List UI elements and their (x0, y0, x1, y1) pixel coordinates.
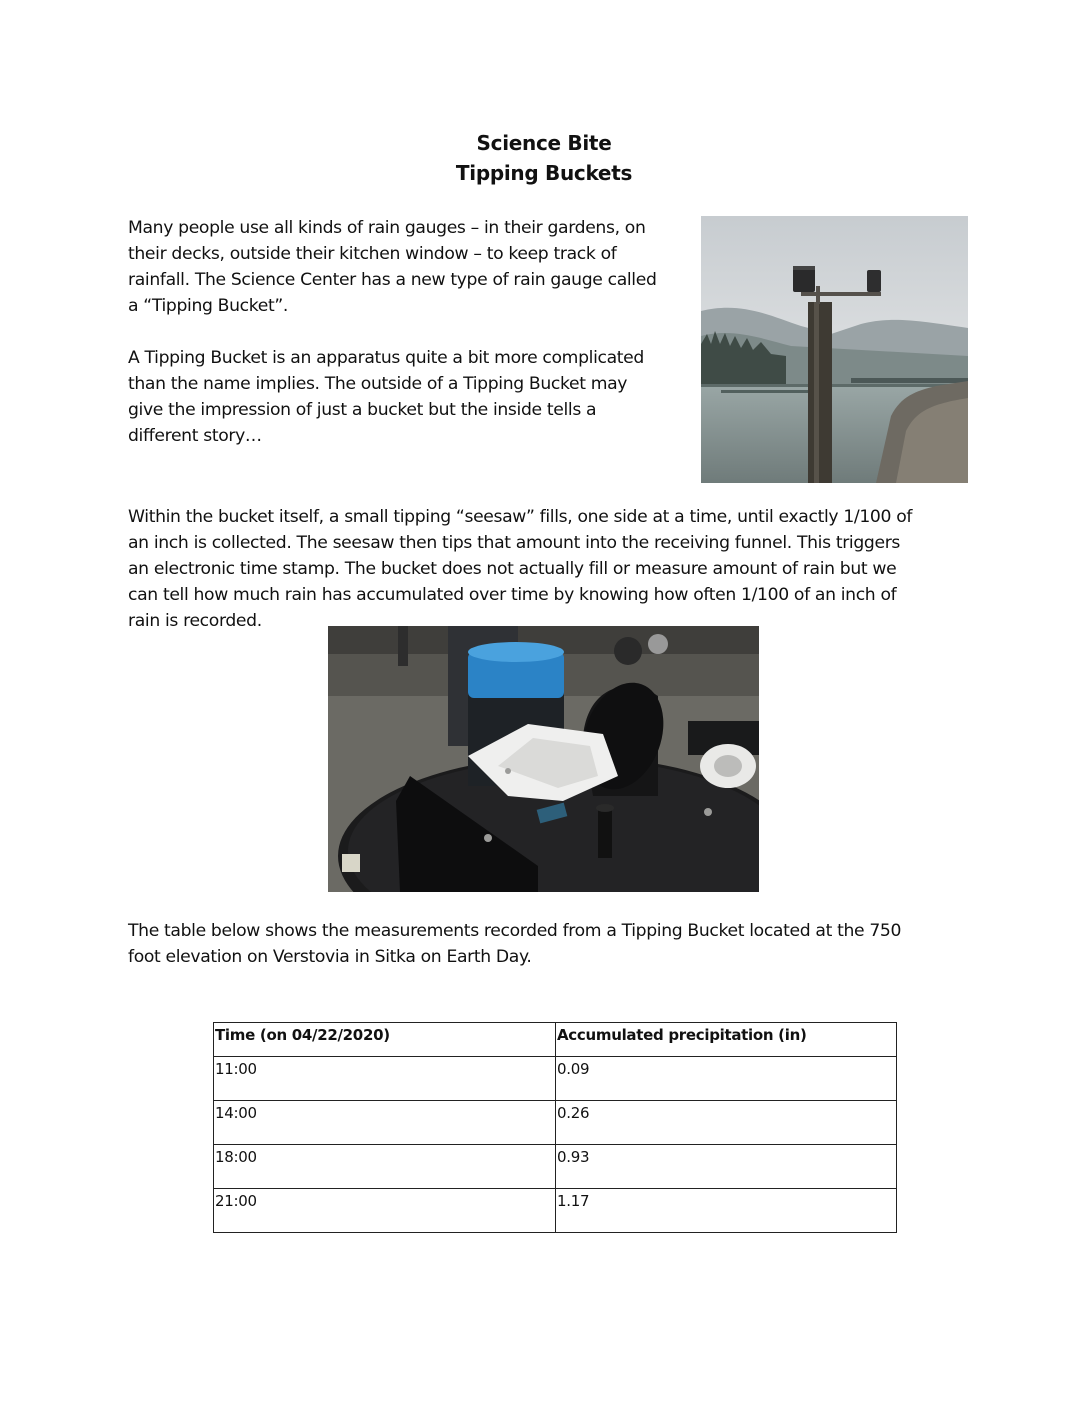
precipitation-cell: 0.93 (556, 1145, 897, 1189)
text-line: an inch is collected. The seesaw then tips that amount into the receiving funnel. This triggers (128, 533, 901, 553)
text-line: give the impression of just a bucket but the inside tells a (128, 400, 597, 420)
text-line: their decks, outside their kitchen window – to keep track of (128, 244, 617, 264)
intro-paragraph (128, 215, 657, 319)
table-intro-paragraph (128, 918, 901, 970)
tipping-bucket-photo (328, 626, 759, 892)
mechanism-paragraph (128, 504, 912, 634)
text-line: can tell how much rain has accumulated over time by knowing how often 1/100 of an inch of (128, 585, 897, 605)
table-row (214, 1101, 897, 1145)
precipitation-column-header: Accumulated precipitation (in) (556, 1023, 897, 1057)
text-line: Many people use all kinds of rain gauges – in their gardens, on (128, 218, 646, 238)
text-line: a “Tipping Bucket”. (128, 296, 289, 316)
text-line: different story… (128, 426, 262, 446)
document-subtitle: Tipping Buckets (455, 161, 633, 185)
text-line: Within the bucket itself, a small tipping “seesaw” fills, one side at a time, until exactly 1/100 of (128, 507, 913, 527)
time-cell: 14:00 (214, 1101, 556, 1145)
text-line: foot elevation on Verstovia in Sitka on Earth Day. (128, 947, 532, 967)
text-line: rain is recorded. (128, 611, 262, 631)
precipitation-cell: 0.09 (556, 1057, 897, 1101)
text-line: The table below shows the measurements recorded from a Tipping Bucket located at the 750 (128, 921, 902, 941)
table-row (214, 1057, 897, 1101)
rain-gauge-illustration (701, 216, 968, 483)
text-line: an electronic time stamp. The bucket does not actually fill or measure amount of rain but we (128, 559, 897, 579)
time-cell: 18:00 (214, 1145, 556, 1189)
apparatus-paragraph (128, 345, 644, 449)
time-cell: 21:00 (214, 1189, 556, 1233)
tipping-bucket-illustration (328, 626, 759, 892)
document-title: Science Bite (476, 131, 612, 155)
precipitation-table (213, 1022, 897, 1233)
table-row (214, 1189, 897, 1233)
time-cell: 11:00 (214, 1057, 556, 1101)
text-line: A Tipping Bucket is an apparatus quite a bit more complicated (128, 348, 644, 368)
precipitation-cell: 0.26 (556, 1101, 897, 1145)
table-row (214, 1145, 897, 1189)
table-header-row (214, 1023, 897, 1057)
text-line: rainfall. The Science Center has a new type of rain gauge called (128, 270, 657, 290)
rain-gauge-photo (701, 216, 968, 483)
precipitation-cell: 1.17 (556, 1189, 897, 1233)
time-column-header: Time (on 04/22/2020) (214, 1023, 556, 1057)
text-line: than the name implies. The outside of a Tipping Bucket may (128, 374, 628, 394)
